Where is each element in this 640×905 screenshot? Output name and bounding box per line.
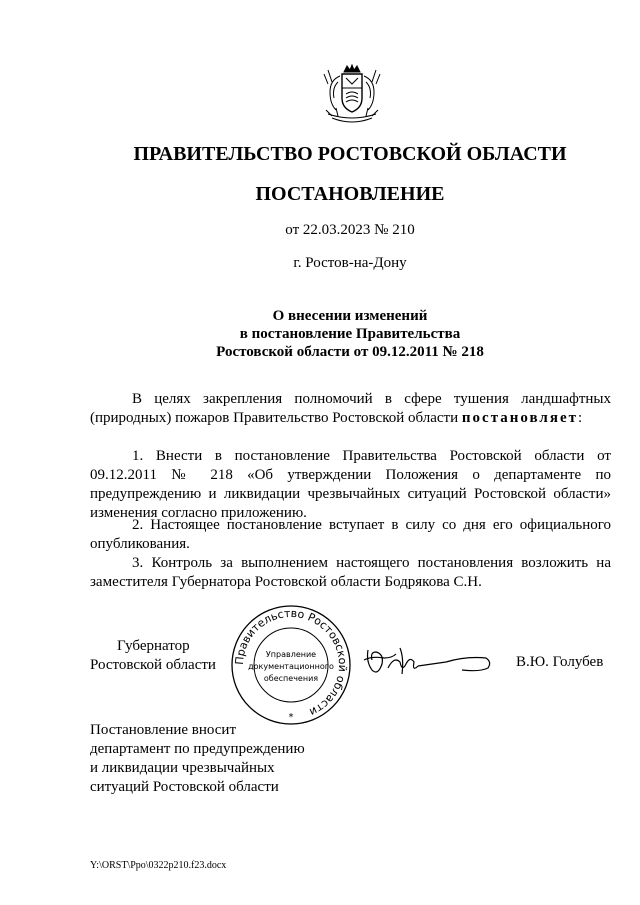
submitter-block <box>90 721 305 797</box>
file-path: Y:\ORST\Ppo\0322p210.f23.docx <box>90 860 227 871</box>
subject-line: в постановление Правительства <box>239 326 461 342</box>
stamp-ring-text: Правительство Ростовской области <box>232 606 350 719</box>
stamp-star: * <box>288 712 294 723</box>
submitter-line: департамент по предупреждению <box>90 741 305 757</box>
submitter-line: ситуаций Ростовской области <box>90 779 279 795</box>
position-line: Губернатор <box>117 638 190 654</box>
official-stamp <box>230 604 352 726</box>
document-type: ПОСТАНОВЛЕНИЕ <box>255 183 445 205</box>
subject-line: О внесении изменений <box>272 308 428 324</box>
item-1: 1. Внести в постановление Правительства Ростовской области от 09.12.2011 № 218 «Об утверждении Положения о департаменте по предупреждению и ликвидации чрезвычайных ситуаций Ростовской области» изменения согласно приложению. <box>90 448 611 521</box>
coat-of-arms-icon <box>318 62 386 130</box>
stamp-inner-line: обеспечения <box>263 674 319 683</box>
preamble-text: В целях закрепления полномочий в сфере тушения ландшафтных (природных) пожаров Правительство Ростовской области <box>90 391 611 426</box>
stamp-inner-line: Управление <box>265 650 317 659</box>
item-2: 2. Настоящее постановление вступает в силу со дня его официального опубликования. <box>90 517 611 552</box>
submitter-line: и ликвидации чрезвычайных <box>90 760 275 776</box>
preamble-verb: постановляет <box>461 410 578 426</box>
preamble-end: : <box>578 410 583 426</box>
submitter-line: Постановление вносит <box>90 722 237 738</box>
signatory-position <box>90 637 216 675</box>
city: г. Ростов-на-Дону <box>293 255 407 271</box>
position-line: Ростовской области <box>90 657 216 673</box>
date-number: от 22.03.2023 № 210 <box>285 222 415 238</box>
stamp-inner-line: документационного <box>248 662 334 671</box>
preamble-paragraph <box>90 390 611 428</box>
signatory-name: В.Ю. Голубев <box>516 654 604 670</box>
government-title: ПРАВИТЕЛЬСТВО РОСТОВСКОЙ ОБЛАСТИ <box>133 143 567 165</box>
item-3: 3. Контроль за выполнением настоящего постановления возложить на заместителя Губернатора Ростовской области Бодрякова С.Н. <box>90 555 611 590</box>
subject-line: Ростовской области от 09.12.2011 № 218 <box>216 344 484 360</box>
document-subject <box>0 307 640 361</box>
handwritten-signature <box>362 642 494 680</box>
